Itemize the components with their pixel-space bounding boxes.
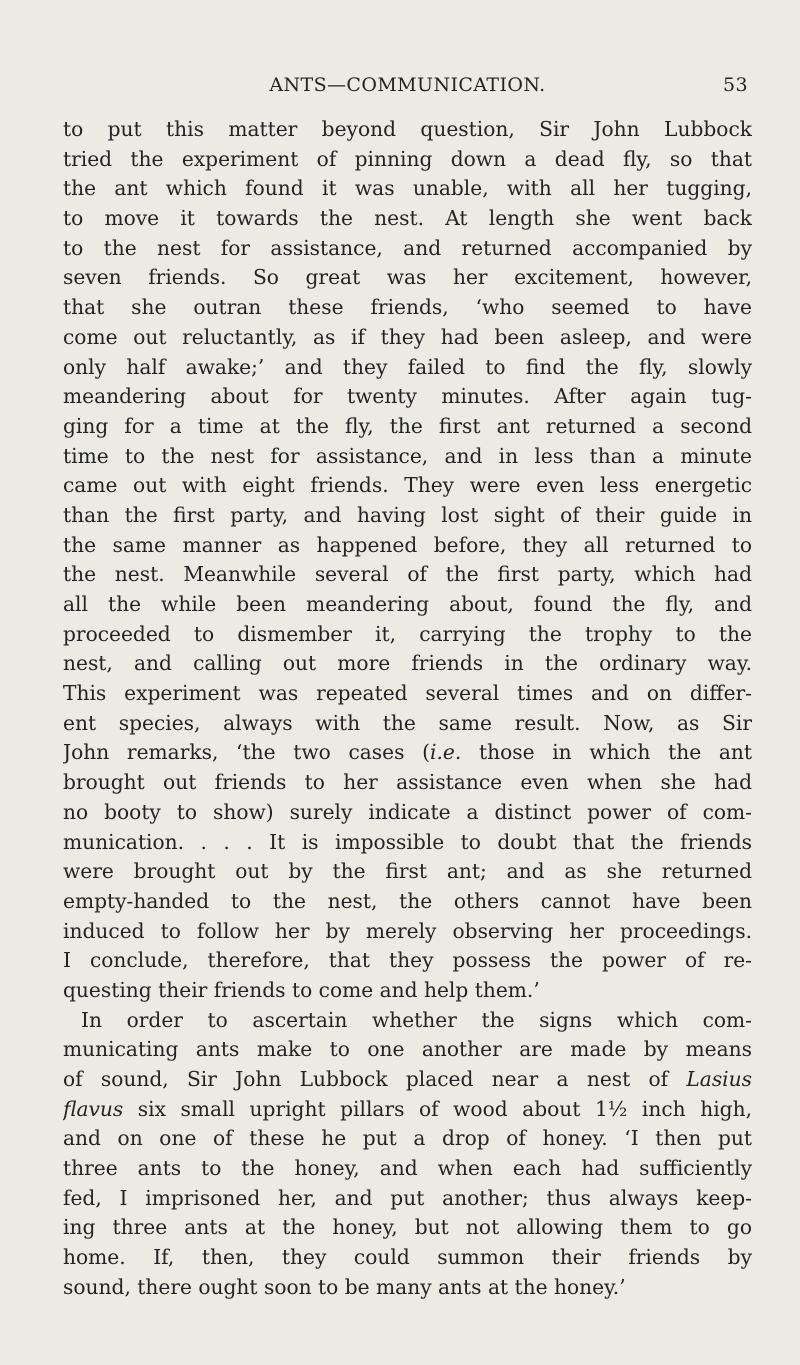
- text-line: proceeded to dismember it, carrying the trophy to the: [63, 621, 752, 646]
- italic-text: Lasius: [686, 1067, 752, 1091]
- text-run: John remarks, ‘the two cases (: [63, 740, 431, 765]
- text-line: all the while been meandering about, found the fly, and: [63, 592, 752, 616]
- text-line: nest, and calling out more friends in the ordinary way.: [63, 651, 752, 676]
- italic-text: i.e.: [430, 740, 462, 765]
- text-line: [63, 1065, 752, 1095]
- text-line: to the nest for assistance, and returned accompanied by: [63, 235, 752, 260]
- page-number: 53: [723, 74, 748, 96]
- running-title: ANTS—COMMUNICATION.: [269, 74, 546, 96]
- text-line: empty-handed to the nest, the others cannot have been: [63, 888, 752, 913]
- text-line: came out with eight friends. They were even less energetic: [63, 473, 752, 498]
- text-line: come out reluctantly, as if they had been asleep, and were: [63, 324, 752, 349]
- text-line: sound, there ought soon to be many ants at the honey.’: [63, 1274, 626, 1299]
- text-line: meandering about for twenty minutes. After again tug-: [63, 384, 752, 409]
- text-line: ing three ants at the honey, but not allowing them to go: [63, 1215, 752, 1240]
- text-line: to put this matter beyond question, Sir John Lubbock: [63, 117, 752, 141]
- text-line: seven friends. So great was her excitement, however,: [63, 265, 752, 290]
- text-line: three ants to the honey, and when each had sufficiently: [63, 1156, 752, 1181]
- text-run: of sound, Sir John Lubbock placed near a nest of: [63, 1067, 687, 1091]
- text-line: time to the nest for assistance, and in less than a minute: [63, 443, 752, 468]
- text-line: home. If, then, they could summon their friends by: [63, 1245, 752, 1270]
- text-run: those in which the ant: [461, 740, 752, 765]
- text-line: the same manner as happened before, they all returned to: [63, 532, 752, 557]
- running-head: [63, 64, 752, 104]
- text-line: brought out friends to her assistance even when she had: [63, 770, 752, 795]
- text-line: municating ants make to one another are made by means: [63, 1037, 752, 1062]
- text-line: were brought out by the first ant; and as she returned: [63, 859, 752, 884]
- text-line: that she outran these friends, ‘who seemed to have: [63, 295, 752, 320]
- text-line: I conclude, therefore, that they possess the power of re-: [63, 948, 752, 973]
- text-line: no booty to show) surely indicate a distinct power of com-: [63, 799, 752, 824]
- text-line: induced to follow her by merely observing her proceedings.: [63, 918, 752, 943]
- text-line: ging for a time at the fly, the first ant returned a second: [63, 413, 752, 438]
- text-line: ent species, always with the same result. Now, as Sir: [63, 710, 752, 735]
- text-line: In order to ascertain whether the signs which com-: [81, 1007, 752, 1032]
- text-line: only half awake;’ and they failed to find the fly, slowly: [63, 354, 752, 379]
- italic-text: flavus: [63, 1096, 124, 1121]
- text-run: six small upright pillars of wood about 1½ inch high,: [123, 1096, 752, 1121]
- text-line: fed, I imprisoned her, and put another; thus always keep-: [63, 1185, 752, 1210]
- text-line: questing their friends to come and help them.’: [63, 977, 540, 1002]
- text-line: munication. . . . It is impossible to doubt that the friends: [63, 829, 752, 854]
- text-line: and on one of these he put a drop of honey. ‘I then put: [63, 1126, 752, 1151]
- text-line: tried the experiment of pinning down a dead fly, so that: [63, 146, 752, 171]
- text-line: This experiment was repeated several times and on differ-: [63, 681, 752, 706]
- text-line: the ant which found it was unable, with all her tugging,: [63, 176, 752, 201]
- text-line: [63, 738, 752, 768]
- body-text: [63, 115, 752, 1303]
- text-line: to move it towards the nest. At length she went back: [63, 206, 752, 231]
- text-line: the nest. Meanwhile several of the first party, which had: [63, 562, 752, 587]
- text-line: than the first party, and having lost sight of their guide in: [63, 502, 752, 527]
- text-line: [63, 1095, 752, 1125]
